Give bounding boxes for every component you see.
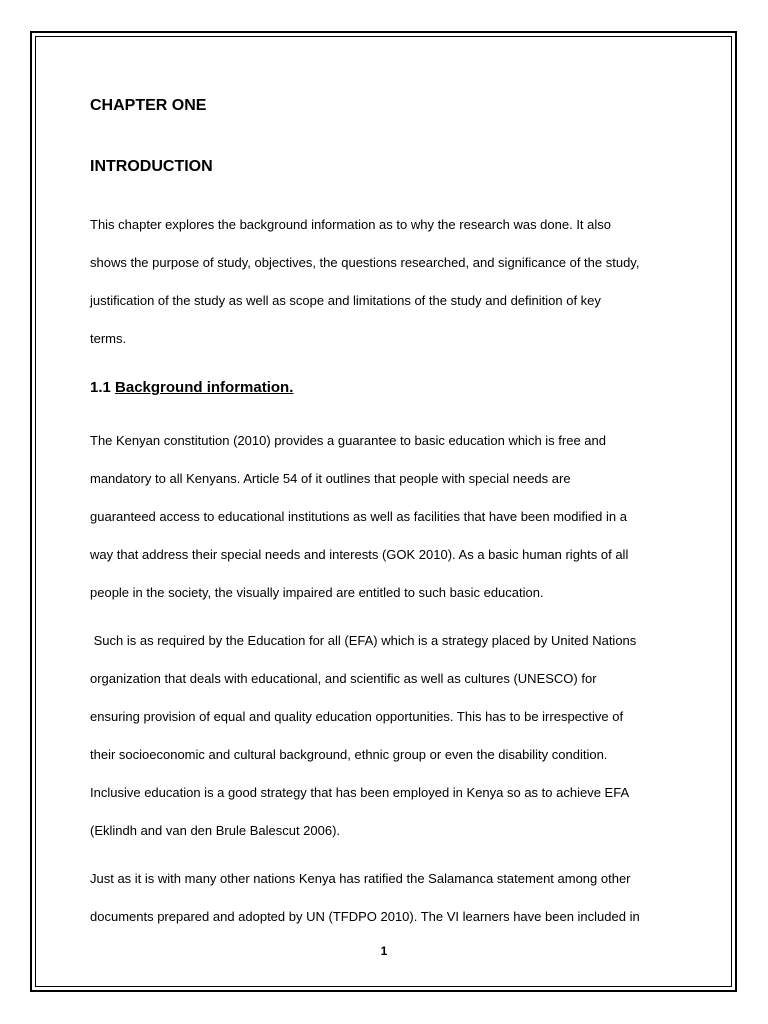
chapter-title: INTRODUCTION bbox=[90, 158, 213, 175]
paragraph-line: documents prepared and adopted by UN (TFDPO 2010). The VI learners have been included in bbox=[90, 909, 640, 924]
intro-line: justification of the study as well as scope and limitations of the study and definition of key bbox=[90, 293, 601, 308]
paragraph-line: Such is as required by the Education for all (EFA) which is a strategy placed by United Nations bbox=[90, 633, 637, 648]
paragraph-line: their socioeconomic and cultural background, ethnic group or even the disability condition. bbox=[90, 747, 608, 762]
paragraph-line: Just as it is with many other nations Kenya has ratified the Salamanca statement among other bbox=[90, 871, 631, 886]
section-heading bbox=[90, 378, 293, 398]
paragraph-line: Inclusive education is a good strategy that has been employed in Kenya so as to achieve EFA bbox=[90, 785, 630, 800]
paragraph-line: The Kenyan constitution (2010) provides a guarantee to basic education which is free and bbox=[90, 433, 606, 448]
chapter-label: CHAPTER ONE bbox=[90, 97, 207, 114]
section-title: Background information. bbox=[115, 379, 294, 396]
intro-line: terms. bbox=[90, 331, 127, 346]
intro-line: shows the purpose of study, objectives, the questions researched, and significance of the study, bbox=[90, 255, 640, 270]
paragraph-line: way that address their special needs and interests (GOK 2010). As a basic human rights of all bbox=[90, 547, 629, 562]
intro-line: This chapter explores the background information as to why the research was done. It also bbox=[90, 217, 612, 232]
paragraph-line: (Eklindh and van den Brule Balescut 2006). bbox=[90, 823, 341, 838]
page-number: 1 bbox=[380, 944, 388, 958]
paragraph-line: people in the society, the visually impaired are entitled to such basic education. bbox=[90, 585, 544, 600]
paragraph-line: organization that deals with educational, and scientific as well as cultures (UNESCO) for bbox=[90, 671, 597, 686]
paragraph-line: mandatory to all Kenyans. Article 54 of it outlines that people with special needs are bbox=[90, 471, 571, 486]
section-number: 1.1 bbox=[90, 379, 111, 396]
paragraph-line: guaranteed access to educational institutions as well as facilities that have been modified in a bbox=[90, 509, 627, 524]
paragraph-line: ensuring provision of equal and quality education opportunities. This has to be irrespective of bbox=[90, 709, 624, 724]
